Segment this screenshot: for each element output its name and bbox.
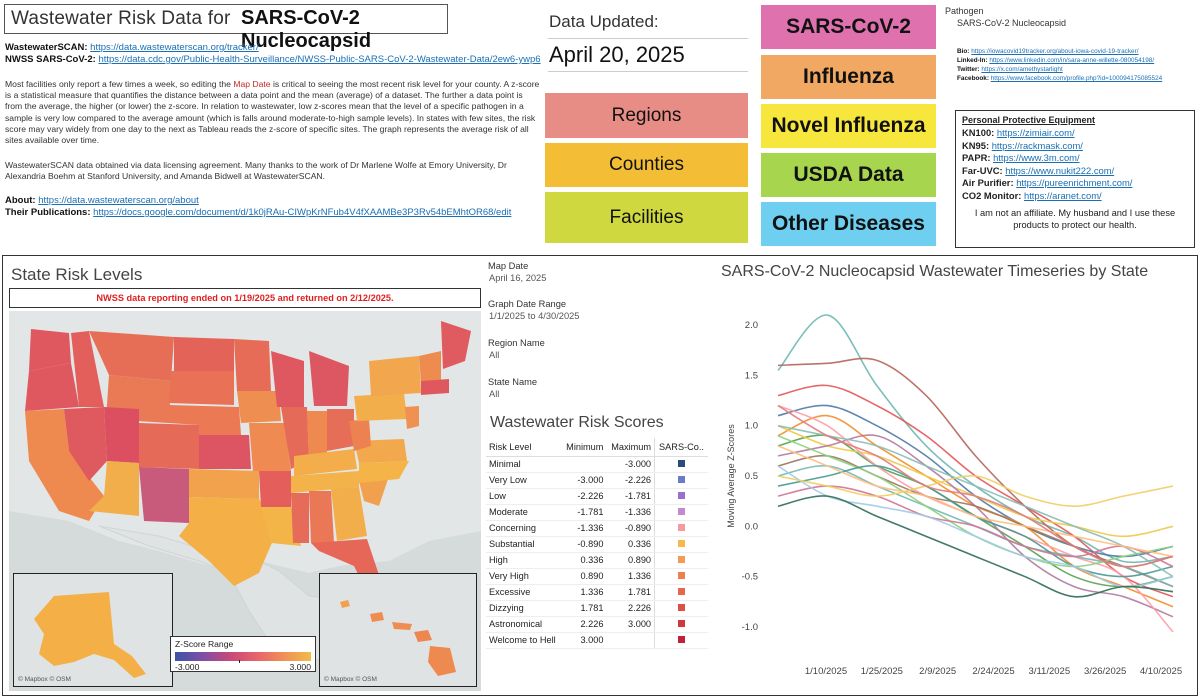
timeseries-title: SARS-CoV-2 Nucleocapsid Wastewater Timeseries by State xyxy=(721,263,1149,280)
divider xyxy=(548,38,748,39)
cell-level: Very High xyxy=(486,568,562,584)
hawaii-canvas xyxy=(320,574,476,686)
bio-line xyxy=(957,48,1139,55)
y-tick-label: 2.0 xyxy=(744,320,758,332)
data-updated-label: Data Updated: xyxy=(549,12,659,31)
state-kansas[interactable] xyxy=(199,435,251,469)
risk-color-swatch xyxy=(678,604,685,611)
about-line xyxy=(5,195,199,206)
state-north-dakota[interactable] xyxy=(174,337,234,371)
twitter-line xyxy=(957,66,1063,73)
cell-min: -0.890 xyxy=(562,536,607,552)
novel-influenza-button[interactable]: Novel Influenza xyxy=(761,104,936,148)
ppe-item xyxy=(962,165,1188,178)
about-label: About: xyxy=(5,195,36,206)
cell-max xyxy=(606,632,654,648)
risk-color-swatch xyxy=(678,540,685,547)
state-missouri[interactable] xyxy=(249,423,291,471)
table-row xyxy=(486,520,708,536)
ppe-box xyxy=(955,110,1195,248)
state-massachusetts[interactable] xyxy=(421,379,449,395)
graph-range-filter-value[interactable]: 1/1/2025 to 4/30/2025 xyxy=(489,311,580,321)
cell-max: 0.890 xyxy=(606,552,654,568)
x-tick-label: 3/26/2025 xyxy=(1084,666,1127,677)
state-vermont-nh[interactable] xyxy=(419,351,441,383)
table-row xyxy=(486,584,708,600)
intro-before: Most facilities only report a few times a week, so editing the xyxy=(5,79,234,89)
x-tick-label: 2/24/2025 xyxy=(972,666,1015,677)
island-oahu xyxy=(370,612,384,622)
bio-label: Bio: xyxy=(957,48,970,55)
cell-level: Concerning xyxy=(486,520,562,536)
ppe-item-link[interactable]: https://www.nukit222.com/ xyxy=(1005,164,1115,176)
cell-swatch xyxy=(655,472,708,488)
cell-swatch xyxy=(655,536,708,552)
y-tick-label: 1.0 xyxy=(744,420,758,432)
cell-max: 3.000 xyxy=(606,616,654,632)
cell-swatch xyxy=(655,616,708,632)
ppe-item-link[interactable]: https://aranet.com/ xyxy=(1023,189,1102,201)
cell-swatch xyxy=(655,568,708,584)
cell-level: Astronomical xyxy=(486,616,562,632)
cell-level: Excessive xyxy=(486,584,562,600)
series-line xyxy=(778,358,1173,586)
map-date-filter-label: Map Date xyxy=(488,261,529,271)
ppe-item-link[interactable]: https://zimiair.com/ xyxy=(996,127,1075,138)
risk-color-swatch xyxy=(678,492,685,499)
col-minimum: Minimum xyxy=(562,438,607,456)
bio-link[interactable]: https://iowacovid19tracker.org/about-iowa-covid-19-tracker/ xyxy=(971,48,1139,55)
table-row xyxy=(486,552,708,568)
influenza-button[interactable]: Influenza xyxy=(761,55,936,99)
table-row xyxy=(486,632,708,648)
zscore-legend-title: Z-Score Range xyxy=(175,639,234,649)
ppe-item xyxy=(962,177,1188,190)
cell-level: Welcome to Hell xyxy=(486,632,562,648)
cell-max: -0.890 xyxy=(606,520,654,536)
title-prefix: Wastewater Risk Data for xyxy=(11,8,231,29)
col-pathogen: SARS-Co.. xyxy=(655,438,708,456)
table-row xyxy=(486,488,708,504)
x-tick-label: 3/11/2025 xyxy=(1028,666,1071,677)
cell-swatch xyxy=(655,552,708,568)
ppe-item-label: CO2 Monitor: xyxy=(962,189,1022,201)
publications-label: Their Publications: xyxy=(5,207,91,218)
cell-min: 1.336 xyxy=(562,584,607,600)
table-header-row xyxy=(486,438,708,456)
publications-link[interactable]: https://docs.google.com/document/d/1k0jRAu-CIWpKrNFub4V4fXAAMBe3P3Rv54bEMhtOR68/edit xyxy=(93,207,512,218)
affiliate-note: I am not an affiliate. My husband and I use these products to protect our health. xyxy=(974,207,1176,230)
y-tick-label: -1.0 xyxy=(741,621,758,633)
about-link[interactable]: https://data.wastewaterscan.org/about xyxy=(38,195,199,206)
table-row xyxy=(486,568,708,584)
cell-max: -2.226 xyxy=(606,472,654,488)
risk-color-swatch xyxy=(678,524,685,531)
state-new-york[interactable] xyxy=(369,356,421,396)
facilities-button[interactable]: Facilities xyxy=(545,192,748,243)
divider xyxy=(548,71,748,72)
island-kauai xyxy=(340,600,350,608)
zscore-gradient xyxy=(175,652,311,661)
table-row xyxy=(486,456,708,472)
cell-level: Substantial xyxy=(486,536,562,552)
nwss-label: NWSS SARS-CoV-2: xyxy=(5,54,96,65)
series-line xyxy=(778,446,1173,557)
series-line xyxy=(778,456,1173,567)
risk-color-swatch xyxy=(678,572,685,579)
state-alabama[interactable] xyxy=(309,491,334,543)
twitter-label: Twitter: xyxy=(957,66,980,73)
x-tick-label: 1/25/2025 xyxy=(860,666,903,677)
state-risk-map[interactable] xyxy=(9,311,481,691)
cell-max: -1.336 xyxy=(606,504,654,520)
cell-min xyxy=(562,456,607,472)
ppe-item-link[interactable]: https://www.3m.com/ xyxy=(993,152,1080,164)
y-axis-label: Moving Average Z-Scores xyxy=(726,424,736,528)
cell-swatch xyxy=(655,584,708,600)
cell-min: 2.226 xyxy=(562,616,607,632)
state-iowa[interactable] xyxy=(237,391,281,423)
state-colorado[interactable] xyxy=(139,423,199,469)
region-filter-label: Region Name xyxy=(488,338,545,348)
twitter-link[interactable]: https://x.com/amethystarlight xyxy=(981,66,1063,73)
hawaii-inset[interactable] xyxy=(319,573,477,687)
ppe-item-label: Air Purifier: xyxy=(962,177,1014,189)
data-updated-date: April 20, 2025 xyxy=(549,42,685,67)
state-utah[interactable] xyxy=(104,407,139,463)
alaska-canvas xyxy=(14,574,172,686)
cell-min: -1.336 xyxy=(562,520,607,536)
risk-color-swatch xyxy=(678,508,685,515)
risk-color-swatch xyxy=(678,460,685,467)
cell-max: 1.781 xyxy=(606,584,654,600)
linkedin-link[interactable]: https://www.linkedin.com/in/sara-anne-willette-080054198/ xyxy=(989,57,1155,64)
state-ohio[interactable] xyxy=(327,409,354,451)
ppe-item-link[interactable]: https://pureenrichment.com/ xyxy=(1016,177,1133,189)
cell-swatch xyxy=(655,488,708,504)
map-date-filter-value[interactable]: April 16, 2025 xyxy=(489,273,547,283)
risk-color-swatch xyxy=(678,588,685,595)
cell-min: 1.781 xyxy=(562,600,607,616)
cell-max: 2.226 xyxy=(606,600,654,616)
cell-level: Dizzying xyxy=(486,600,562,616)
wwscan-link[interactable]: https://data.wastewaterscan.org/tracker/ xyxy=(90,42,259,53)
cell-max: 0.336 xyxy=(606,536,654,552)
state-risk-title: State Risk Levels xyxy=(11,265,143,284)
cell-min: 3.000 xyxy=(562,632,607,648)
alaska-inset[interactable] xyxy=(13,573,173,687)
graph-range-filter-label: Graph Date Range xyxy=(488,299,567,309)
risk-scores-title: Wastewater Risk Scores xyxy=(490,414,664,431)
state-arkansas[interactable] xyxy=(259,471,291,507)
zscore-min-label: -3.000 xyxy=(175,662,200,672)
ppe-title: Personal Protective Equipment xyxy=(962,115,1096,125)
zscore-tick xyxy=(239,660,240,663)
cell-level: Minimal xyxy=(486,456,562,472)
cell-swatch xyxy=(655,600,708,616)
state-alaska[interactable] xyxy=(34,592,146,678)
alaska-map-credit: © Mapbox © OSM xyxy=(18,676,71,683)
cell-level: High xyxy=(486,552,562,568)
ppe-item-label: Far-UVC: xyxy=(962,164,1003,176)
publications-line xyxy=(5,207,511,218)
ppe-item-label: KN100: xyxy=(962,127,995,138)
map-date-link[interactable]: Map Date xyxy=(233,79,271,89)
hawaii-map-credit: © Mapbox © OSM xyxy=(324,676,377,683)
facebook-link[interactable]: https://www.facebook.com/profile.php?id=100094175085524 xyxy=(990,75,1163,82)
state-pennsylvania[interactable] xyxy=(354,393,407,421)
cell-level: Moderate xyxy=(486,504,562,520)
other-diseases-button[interactable]: Other Diseases xyxy=(761,202,936,246)
nwss-source xyxy=(5,54,541,65)
cell-swatch xyxy=(655,520,708,536)
ppe-item-label: KN95: xyxy=(962,139,990,151)
region-filter-value[interactable]: All xyxy=(489,350,500,360)
x-tick-label: 2/9/2025 xyxy=(919,666,957,677)
y-tick-label: -0.5 xyxy=(741,571,758,583)
state-new-jersey[interactable] xyxy=(405,406,419,429)
pathogen-filter-value[interactable]: SARS-CoV-2 Nucleocapsid xyxy=(957,18,1067,28)
linkedin-line xyxy=(957,57,1154,64)
ppe-item xyxy=(962,152,1188,165)
linkedin-label: Linked-In: xyxy=(957,57,988,64)
pathogen-filter-label: Pathogen xyxy=(945,6,984,16)
cell-max: 1.336 xyxy=(606,568,654,584)
ppe-item-link[interactable]: https://rackmask.com/ xyxy=(991,139,1083,151)
state-south-dakota[interactable] xyxy=(169,371,234,405)
ppe-item-label: PAPR: xyxy=(962,152,991,164)
cell-min: -2.226 xyxy=(562,488,607,504)
timeseries-chart[interactable] xyxy=(718,290,1196,690)
cell-max: -1.781 xyxy=(606,488,654,504)
risk-color-swatch xyxy=(678,636,685,643)
cell-max: -3.000 xyxy=(606,456,654,472)
table-row xyxy=(486,472,708,488)
cell-swatch xyxy=(655,456,708,472)
wwscan-source xyxy=(5,42,259,53)
risk-table-body xyxy=(486,456,708,648)
counties-button[interactable]: Counties xyxy=(545,143,748,187)
col-risk-level: Risk Level xyxy=(486,438,562,456)
table-row xyxy=(486,504,708,520)
nwss-notice-banner: NWSS data reporting ended on 1/19/2025 and returned on 2/12/2025. xyxy=(9,288,481,308)
risk-color-swatch xyxy=(678,476,685,483)
series-line xyxy=(778,466,1173,577)
series-line xyxy=(778,416,1173,607)
regions-button[interactable]: Regions xyxy=(545,93,748,138)
series-line xyxy=(778,405,1173,556)
thanks-text: WastewaterSCAN data obtained via data licensing agreement. Many thanks to the work of Dr Marlene Wolfe at Emory University, Dr Alexandria Boehm at Stanford University, and Amanda Bidwell at WastewaterSCAN. xyxy=(5,160,507,182)
nwss-link[interactable]: https://data.cdc.gov/Public-Health-Surveillance/NWSS-Public-SARS-CoV-2-Wastewater-Data/2ew6-ywp6 xyxy=(98,54,541,65)
cell-swatch xyxy=(655,504,708,520)
cell-min: 0.336 xyxy=(562,552,607,568)
sars-cov-2-button[interactable]: SARS-CoV-2 xyxy=(761,5,936,49)
cell-swatch xyxy=(655,632,708,648)
risk-color-swatch xyxy=(678,556,685,563)
table-row xyxy=(486,536,708,552)
state-minnesota[interactable] xyxy=(234,339,271,391)
ppe-item xyxy=(962,127,1188,140)
facebook-line xyxy=(957,75,1162,82)
wwscan-label: WastewaterSCAN: xyxy=(5,42,88,53)
cell-level: Very Low xyxy=(486,472,562,488)
cell-min: 0.890 xyxy=(562,568,607,584)
island-molokai xyxy=(392,622,412,630)
risk-color-swatch xyxy=(678,620,685,627)
cell-level: Low xyxy=(486,488,562,504)
table-row xyxy=(486,600,708,616)
y-tick-label: 0.0 xyxy=(744,521,758,533)
state-new-mexico[interactable] xyxy=(139,467,189,523)
zscore-legend xyxy=(170,636,316,672)
state-oklahoma[interactable] xyxy=(189,469,259,499)
ppe-item xyxy=(962,140,1188,153)
ppe-item xyxy=(962,190,1188,203)
x-tick-label: 1/10/2025 xyxy=(804,666,848,677)
table-row xyxy=(486,616,708,632)
cell-min: -3.000 xyxy=(562,472,607,488)
col-maximum: Maximum xyxy=(606,438,654,456)
title-pathogen: SARS-CoV-2 Nucleocapsid xyxy=(241,7,372,52)
facebook-label: Facebook: xyxy=(957,75,989,82)
island-maui xyxy=(414,630,432,642)
y-tick-label: 0.5 xyxy=(744,471,758,482)
island-hawaii xyxy=(428,646,456,676)
y-tick-label: 1.5 xyxy=(744,370,758,382)
series-line xyxy=(778,476,1173,506)
intro-text xyxy=(5,79,540,146)
intro-after: is critical to seeing the most recent risk level for your county. A z-score is a statistical measure that quantifies the distance between a data point and the mean (average) of a dataset. The further a data point is from the average, the higher (or lower) the z-score. In relation to wastewater, low z-scores mean that the level of a specific pathogen in a sample is very low compared to the average amount (which is falls around moderate-to-high sample levels). In states with few sites, the risk score may vary widely from one day to the next as Tableau reads the z-score of specific sites. The graph represents the average risk of all sites available over time. xyxy=(5,79,540,146)
state-mississippi[interactable] xyxy=(291,493,309,543)
usda-data-button[interactable]: USDA Data xyxy=(761,153,936,197)
x-tick-label: 4/10/2025 xyxy=(1139,666,1183,677)
risk-scores-table xyxy=(486,438,708,649)
zscore-max-label: 3.000 xyxy=(289,662,311,672)
state-filter-label: State Name xyxy=(488,377,538,387)
state-filter-value[interactable]: All xyxy=(489,389,500,399)
cell-min: -1.781 xyxy=(562,504,607,520)
